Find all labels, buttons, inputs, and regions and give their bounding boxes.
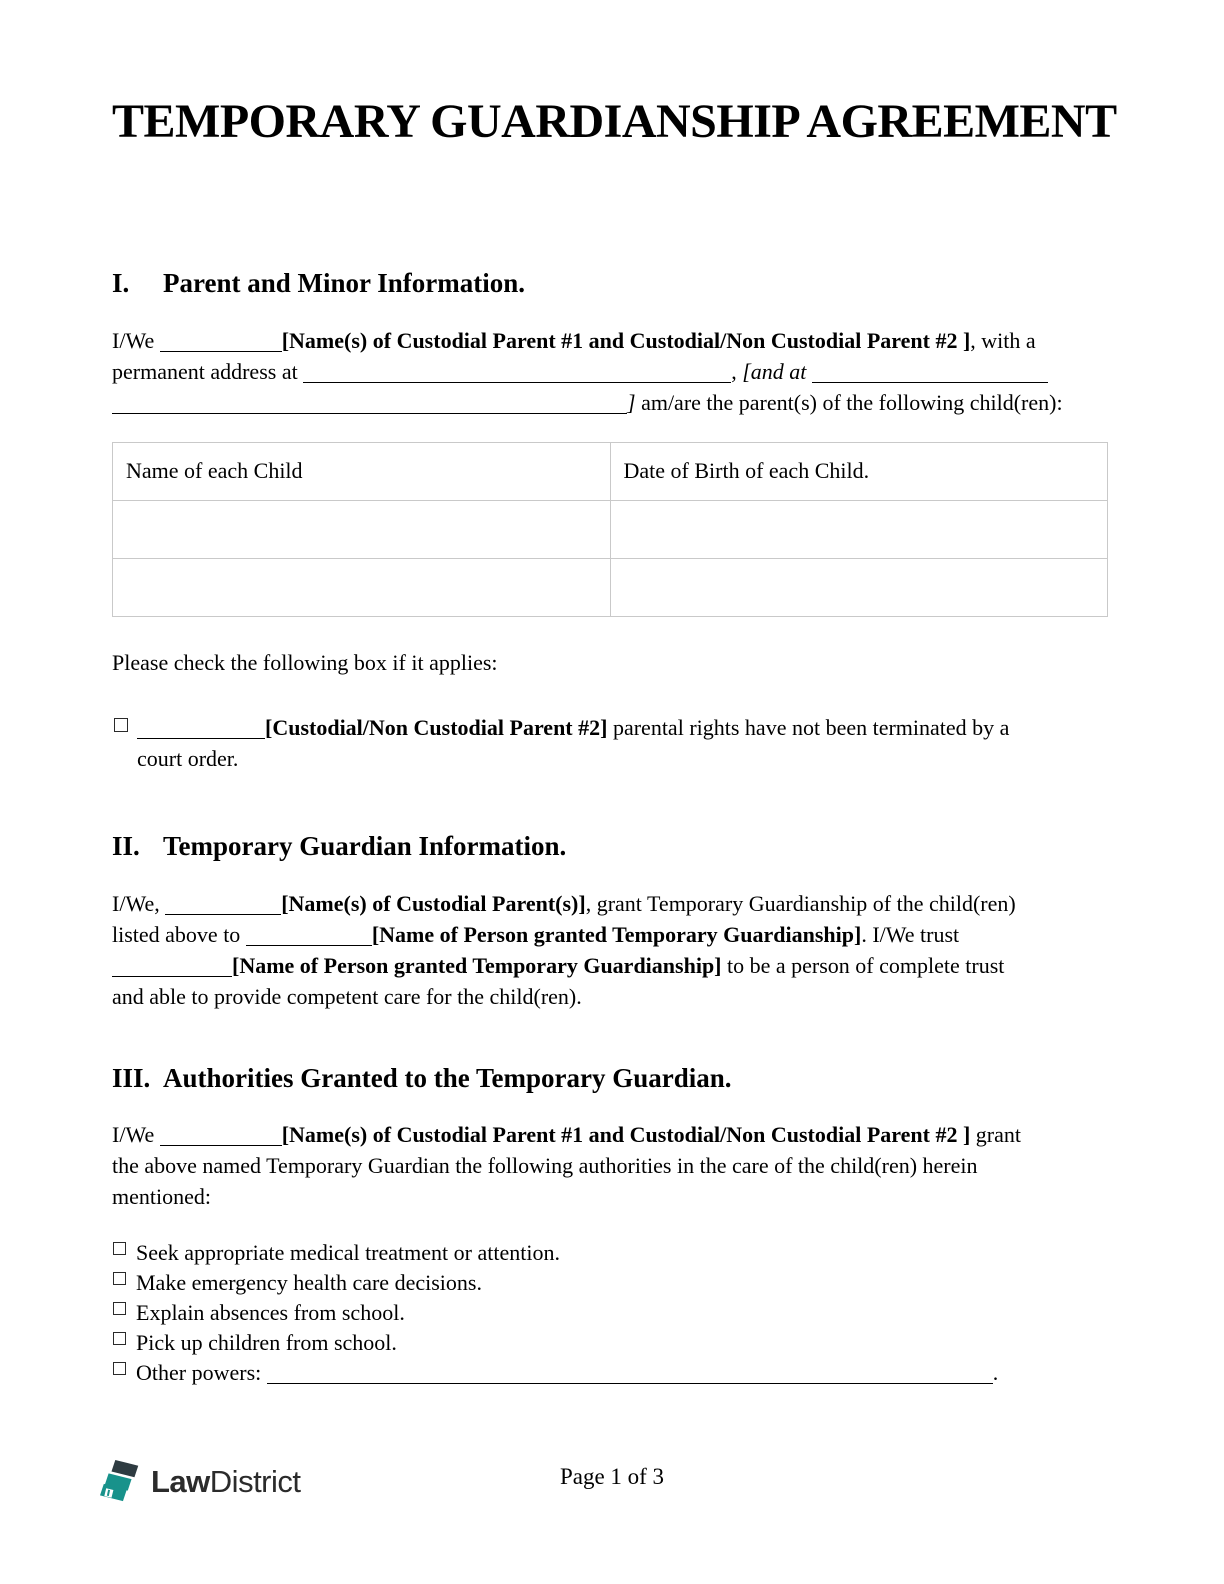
checklist-item	[112, 1268, 1108, 1298]
section-heading-text: Authorities Granted to the Temporary Guardian.	[163, 1062, 732, 1093]
text-run: I/We,	[112, 890, 166, 916]
section-heading-text: Temporary Guardian Information.	[163, 830, 567, 861]
text-run: I/We	[112, 1122, 160, 1148]
guardian-info-paragraph	[112, 888, 1108, 1012]
blank-field[interactable]	[303, 381, 731, 383]
blank-field[interactable]	[160, 350, 282, 352]
checklist-item	[112, 1358, 1108, 1388]
blank-field[interactable]	[112, 412, 627, 414]
text-run: mentioned:	[112, 1184, 211, 1210]
parental-rights-checklist	[112, 712, 1108, 774]
text-run: , grant Temporary Guardianship of the child(ren)	[585, 890, 1016, 916]
section-number: III.	[112, 1062, 151, 1093]
paragraph-line	[112, 981, 1108, 1012]
checkbox-label	[137, 712, 1108, 774]
text-run: to be a person of complete trust	[721, 952, 1005, 978]
blank-field[interactable]	[137, 737, 265, 739]
blank-field[interactable]	[112, 975, 232, 977]
checkbox[interactable]	[113, 1302, 126, 1315]
parent-info-paragraph	[112, 325, 1108, 418]
text-run: court order.	[137, 745, 239, 771]
paragraph-line	[136, 1358, 1108, 1388]
brand-law: Law	[151, 1464, 210, 1499]
text-run: and able to provide competent care for the child(ren).	[112, 983, 582, 1009]
paragraph-line	[112, 950, 1108, 981]
table-header-child-dob: Date of Birth of each Child.	[610, 442, 1108, 500]
text-run: [Name of Person granted Temporary Guardianship]	[232, 952, 722, 978]
checklist-item	[112, 1238, 1108, 1268]
checkbox-label	[136, 1328, 1108, 1358]
blank-field[interactable]	[267, 1382, 993, 1384]
lawdistrict-logo-icon	[100, 1458, 144, 1506]
text-run: .	[992, 1360, 999, 1386]
checkbox-label	[136, 1298, 1108, 1328]
table-header-child-name: Name of each Child	[113, 442, 611, 500]
authorities-checklist	[112, 1238, 1108, 1388]
table-row	[113, 558, 1108, 616]
paragraph-line	[136, 1328, 1108, 1358]
blank-field[interactable]	[812, 381, 1048, 383]
section-heading-authorities-granted	[112, 1062, 1108, 1096]
text-run: [Custodial/Non Custodial Parent #2]	[265, 714, 608, 740]
text-run: I/We	[112, 327, 160, 353]
text-run: parental rights have not been terminated by a	[607, 714, 1010, 740]
table-cell-child-name[interactable]	[113, 500, 611, 558]
section-heading-parent-and-minor-information	[112, 267, 1108, 301]
text-run: Explain absences from school.	[136, 1300, 405, 1326]
text-run: [Name(s) of Custodial Parent #1 and Custodial/Non Custodial Parent #2 ]	[281, 327, 971, 353]
checkbox[interactable]	[114, 718, 128, 732]
paragraph-line	[112, 1150, 1108, 1181]
text-run: Make emergency health care decisions.	[136, 1270, 482, 1296]
text-run: the above named Temporary Guardian the following authorities in the care of the child(ren) herein	[112, 1153, 978, 1179]
text-run: Seek appropriate medical treatment or attention.	[136, 1240, 560, 1266]
paragraph-line	[112, 325, 1108, 356]
brand-district: District	[209, 1464, 301, 1499]
paragraph-line	[112, 888, 1108, 919]
blank-field[interactable]	[165, 913, 281, 915]
text-run: ,	[731, 358, 743, 384]
checklist-item	[112, 1298, 1108, 1328]
text-run: grant	[970, 1122, 1021, 1148]
page-number-label: Page 1 of 3	[559, 1464, 665, 1489]
checkbox[interactable]	[113, 1272, 126, 1285]
section-heading-text: Parent and Minor Information.	[163, 268, 526, 299]
text-run: listed above to	[112, 921, 246, 947]
text-run: Pick up children from school.	[136, 1330, 397, 1356]
children-table	[112, 442, 1108, 617]
checklist-item	[112, 712, 1108, 774]
authorities-paragraph	[112, 1119, 1108, 1212]
text-run: [Name of Person granted Temporary Guardianship]	[371, 921, 862, 947]
paragraph-line	[112, 356, 1108, 387]
lawdistrict-logo-text	[151, 1464, 301, 1500]
paragraph-line	[112, 387, 1108, 418]
table-row	[113, 500, 1108, 558]
paragraph-line	[112, 1181, 1108, 1212]
table-header-row	[113, 442, 1108, 500]
table-cell-child-dob[interactable]	[610, 558, 1108, 616]
text-run: ]	[627, 389, 636, 415]
text-run: [Name(s) of Custodial Parent(s)]	[281, 890, 586, 916]
blank-field[interactable]	[160, 1144, 282, 1146]
checkbox-label	[136, 1268, 1108, 1298]
paragraph-line	[112, 919, 1108, 950]
text-run: permanent address at	[112, 358, 304, 384]
checkbox-label	[136, 1238, 1108, 1268]
text-run: Other powers:	[136, 1360, 267, 1386]
blank-field[interactable]	[246, 944, 372, 946]
text-run: . I/We trust	[861, 921, 960, 947]
page-footer	[100, 1456, 1124, 1508]
checklist-item	[112, 1328, 1108, 1358]
paragraph-line	[137, 743, 1108, 774]
section-heading-temporary-guardian-information	[112, 830, 1108, 864]
text-run: , with a	[970, 327, 1036, 353]
checkbox[interactable]	[113, 1362, 126, 1375]
check-prompt-text: Please check the following box if it applies:	[112, 649, 498, 675]
text-run: am/are the parent(s) of the following child(ren):	[635, 389, 1063, 415]
text-run: [Name(s) of Custodial Parent #1 and Custodial/Non Custodial Parent #2 ]	[281, 1122, 971, 1148]
paragraph-line	[136, 1298, 1108, 1328]
checkbox-label	[136, 1358, 1108, 1388]
paragraph-line	[136, 1238, 1108, 1268]
paragraph-line	[112, 1119, 1108, 1150]
lawdistrict-logo	[100, 1458, 301, 1506]
paragraph-line	[136, 1268, 1108, 1298]
text-run: [and at	[742, 358, 812, 384]
checkbox[interactable]	[113, 1332, 126, 1345]
document-title: TEMPORARY GUARDIANSHIP AGREEMENT	[112, 95, 1117, 148]
section-number: II.	[112, 830, 140, 861]
table-cell-child-name[interactable]	[113, 558, 611, 616]
checkbox[interactable]	[113, 1242, 126, 1255]
paragraph-line	[137, 712, 1108, 743]
table-cell-child-dob[interactable]	[610, 500, 1108, 558]
section-number: I.	[112, 268, 130, 299]
